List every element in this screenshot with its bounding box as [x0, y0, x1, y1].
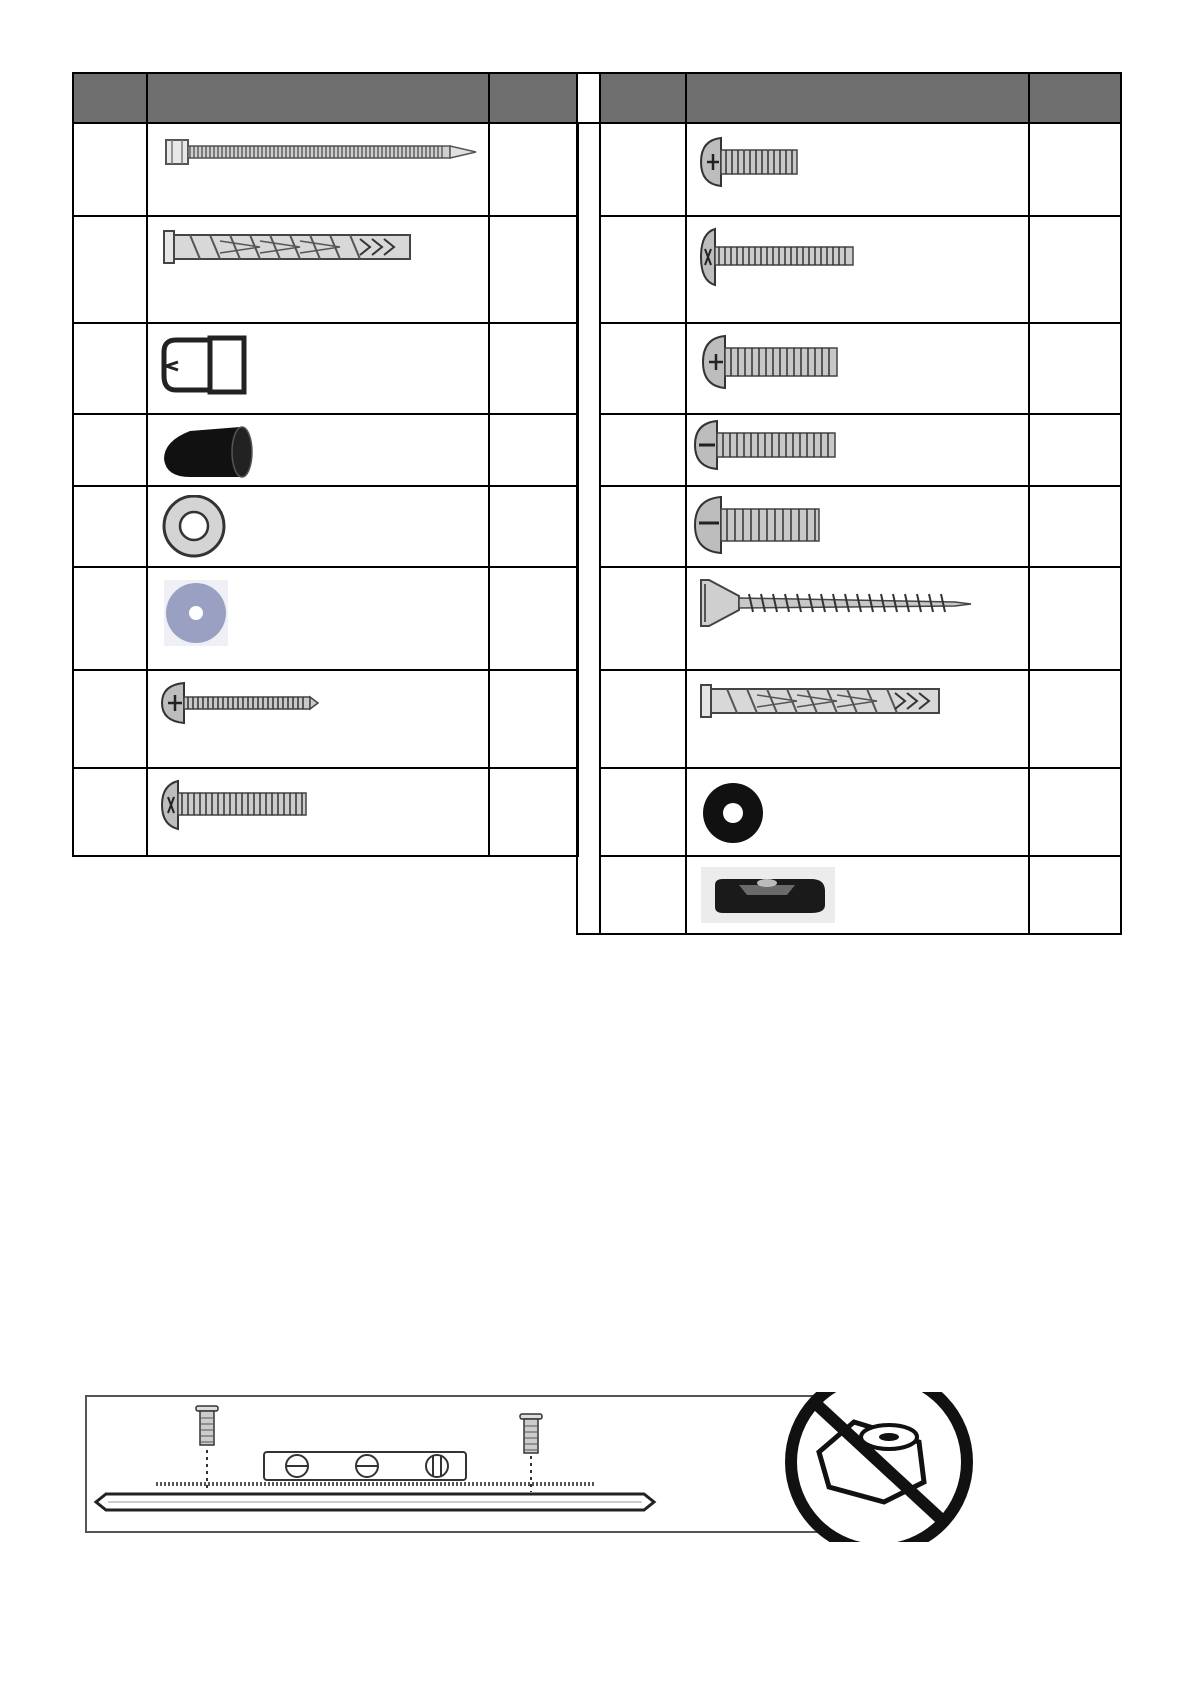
spacer-cell	[577, 414, 600, 486]
header-cell	[147, 73, 489, 123]
item-id-cell	[600, 670, 686, 768]
item-qty-cell	[1029, 123, 1121, 216]
table-row	[73, 123, 578, 216]
item-image-cell	[147, 670, 489, 768]
item-id-cell	[600, 486, 686, 567]
table-row	[73, 323, 578, 414]
item-id-cell	[73, 567, 147, 670]
table-row	[577, 768, 1121, 856]
table-row	[577, 670, 1121, 768]
locking-clip-icon	[699, 865, 839, 925]
item-image-cell	[686, 567, 1029, 670]
item-image-cell	[147, 768, 489, 856]
item-image-cell	[147, 414, 489, 486]
item-image-cell	[147, 216, 489, 323]
item-id-cell	[73, 323, 147, 414]
pan-head-bolt-icon	[699, 332, 849, 392]
spacer-cell	[577, 670, 600, 768]
item-qty-cell	[1029, 567, 1121, 670]
item-image-cell	[686, 768, 1029, 856]
item-qty-cell	[1029, 414, 1121, 486]
header-cell	[600, 73, 686, 123]
header-cell	[73, 73, 147, 123]
item-image-cell	[686, 323, 1029, 414]
table-row	[577, 486, 1121, 567]
item-qty-cell	[489, 567, 578, 670]
item-qty-cell	[489, 486, 578, 567]
table-row	[577, 567, 1121, 670]
item-image-cell	[686, 670, 1029, 768]
item-qty-cell	[1029, 216, 1121, 323]
table-row	[73, 567, 578, 670]
item-id-cell	[600, 123, 686, 216]
short-machine-screw-icon	[699, 132, 809, 192]
table-row	[577, 414, 1121, 486]
wall-anchor-icon	[699, 679, 949, 723]
spacer-cell	[577, 123, 600, 216]
item-qty-cell	[489, 216, 578, 323]
item-image-cell	[686, 856, 1029, 934]
item-image-cell	[686, 123, 1029, 216]
item-qty-cell	[1029, 486, 1121, 567]
flat-washer-icon	[160, 495, 240, 559]
spacer-cell	[577, 323, 600, 414]
table-row	[73, 768, 578, 856]
item-qty-cell	[1029, 670, 1121, 768]
mounting-diagram	[84, 1392, 984, 1542]
spacer-cell	[577, 768, 600, 856]
item-id-cell	[600, 414, 686, 486]
header-cell	[686, 73, 1029, 123]
item-image-cell	[686, 486, 1029, 567]
item-qty-cell	[489, 670, 578, 768]
item-image-cell	[147, 567, 489, 670]
item-qty-cell	[1029, 856, 1121, 934]
spacer-cell	[577, 486, 600, 567]
parts-table-right	[576, 72, 1122, 935]
slotted-machine-screw-icon	[693, 417, 843, 473]
item-id-cell	[600, 567, 686, 670]
pan-head-machine-screw-icon	[160, 777, 320, 833]
table-header	[577, 73, 1121, 123]
table-row	[73, 216, 578, 323]
parts-table-left	[72, 72, 579, 857]
item-qty-cell	[1029, 323, 1121, 414]
pan-head-screw-long-icon	[160, 679, 330, 729]
cable-clip-icon	[160, 332, 260, 402]
item-qty-cell	[1029, 768, 1121, 856]
wall-anchor-icon	[160, 225, 420, 269]
item-id-cell	[600, 216, 686, 323]
item-qty-cell	[489, 323, 578, 414]
item-id-cell	[73, 414, 147, 486]
item-image-cell	[686, 414, 1029, 486]
long-hex-head-screw-icon	[160, 132, 480, 172]
table-header	[73, 73, 578, 123]
item-image-cell	[147, 123, 489, 216]
end-cap-icon	[160, 423, 270, 483]
thick-machine-screw-icon	[693, 493, 833, 557]
item-id-cell	[73, 670, 147, 768]
large-washer-icon	[160, 576, 240, 650]
long-machine-screw-icon	[699, 225, 859, 289]
spacer-cell	[577, 567, 600, 670]
table-row	[577, 123, 1121, 216]
table-row	[73, 486, 578, 567]
spacer-cell	[577, 216, 600, 323]
item-image-cell	[147, 323, 489, 414]
table-row	[73, 670, 578, 768]
rubber-spacer-icon	[699, 779, 769, 849]
item-id-cell	[600, 856, 686, 934]
item-id-cell	[600, 768, 686, 856]
item-id-cell	[73, 486, 147, 567]
item-qty-cell	[489, 768, 578, 856]
table-row	[73, 414, 578, 486]
table-row	[577, 323, 1121, 414]
header-cell	[577, 73, 600, 123]
item-image-cell	[686, 216, 1029, 323]
item-qty-cell	[489, 414, 578, 486]
item-id-cell	[73, 123, 147, 216]
no-anchor-icon	[791, 1392, 967, 1542]
table-row	[577, 856, 1121, 934]
header-cell	[1029, 73, 1121, 123]
item-qty-cell	[489, 123, 578, 216]
spirit-level-icon	[264, 1452, 466, 1480]
item-id-cell	[73, 216, 147, 323]
table-row	[577, 216, 1121, 323]
item-id-cell	[600, 323, 686, 414]
item-image-cell	[147, 486, 489, 567]
header-cell	[489, 73, 578, 123]
countersunk-wood-screw-icon	[699, 576, 979, 630]
item-id-cell	[73, 768, 147, 856]
spacer-cell	[577, 856, 600, 934]
